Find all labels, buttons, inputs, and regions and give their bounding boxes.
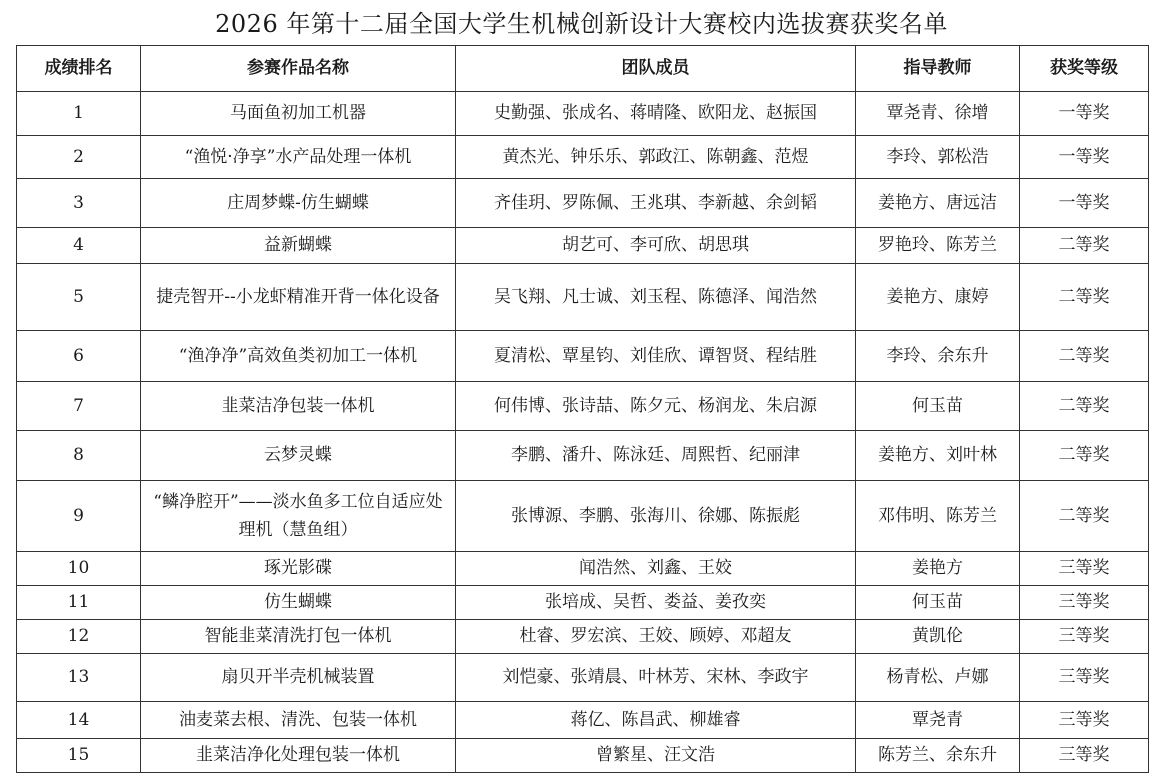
table-row [17, 586, 1149, 620]
teacher-cell: 覃尧青、徐增 [856, 92, 1020, 136]
rank-cell: 9 [17, 481, 141, 552]
header-award: 获奖等级 [1020, 46, 1149, 92]
rank-cell: 2 [17, 136, 141, 179]
rank-cell: 6 [17, 331, 141, 382]
teacher-cell: 覃尧青 [856, 702, 1020, 739]
header-team: 团队成员 [456, 46, 856, 92]
table-row [17, 481, 1149, 552]
award-cell: 二等奖 [1020, 264, 1149, 331]
teacher-cell: 何玉苗 [856, 586, 1020, 620]
table-row [17, 179, 1149, 228]
rank-cell: 11 [17, 586, 141, 620]
title-cell: 捷壳智开--小龙虾精准开背一体化设备 [141, 264, 456, 331]
team-cell: 史勤强、张成名、蒋晴隆、欧阳龙、赵振国 [456, 92, 856, 136]
award-cell: 三等奖 [1020, 702, 1149, 739]
table-row [17, 228, 1149, 264]
table-row [17, 92, 1149, 136]
award-cell: 二等奖 [1020, 382, 1149, 431]
table-row [17, 136, 1149, 179]
award-cell: 一等奖 [1020, 179, 1149, 228]
title-cell: “鳞净腔开”——淡水鱼多工位自适应处理机（慧鱼组） [141, 481, 456, 552]
table-row [17, 431, 1149, 481]
title-cell: “渔净净”高效鱼类初加工一体机 [141, 331, 456, 382]
rank-cell: 1 [17, 92, 141, 136]
header-title: 参赛作品名称 [141, 46, 456, 92]
title-cell: 琢光影碟 [141, 552, 456, 586]
team-cell: 刘恺豪、张靖晨、叶林芳、宋林、李政宇 [456, 654, 856, 702]
teacher-cell: 姜艳方、康婷 [856, 264, 1020, 331]
table-row [17, 702, 1149, 739]
rank-cell: 7 [17, 382, 141, 431]
table-row [17, 620, 1149, 654]
title-cell: 仿生蝴蝶 [141, 586, 456, 620]
table-row [17, 739, 1149, 773]
teacher-cell: 陈芳兰、余东升 [856, 739, 1020, 773]
award-cell: 二等奖 [1020, 331, 1149, 382]
teacher-cell: 黄凯伦 [856, 620, 1020, 654]
team-cell: 何伟博、张诗喆、陈夕元、杨润龙、朱启源 [456, 382, 856, 431]
table-row [17, 331, 1149, 382]
teacher-cell: 邓伟明、陈芳兰 [856, 481, 1020, 552]
page-title: 2026 年第十二届全国大学生机械创新设计大赛校内选拔赛获奖名单 [215, 10, 948, 38]
rank-cell: 13 [17, 654, 141, 702]
team-cell: 齐佳玥、罗陈佩、王兆琪、李新越、余剑韬 [456, 179, 856, 228]
title-cell: 智能韭菜清洗打包一体机 [141, 620, 456, 654]
table-header [17, 46, 1149, 92]
award-cell: 二等奖 [1020, 481, 1149, 552]
table-row [17, 654, 1149, 702]
title-cell: “渔悦·净享”水产品处理一体机 [141, 136, 456, 179]
awards-table [16, 45, 1149, 773]
team-cell: 张培成、吴哲、娄益、姜孜奕 [456, 586, 856, 620]
award-cell: 三等奖 [1020, 654, 1149, 702]
title-cell: 油麦菜去根、清洗、包装一体机 [141, 702, 456, 739]
team-cell: 黄杰光、钟乐乐、郭政江、陈朝鑫、范煜 [456, 136, 856, 179]
team-cell: 杜睿、罗宏滨、王姣、顾婷、邓超友 [456, 620, 856, 654]
award-cell: 二等奖 [1020, 228, 1149, 264]
title-cell: 马面鱼初加工机器 [141, 92, 456, 136]
rank-cell: 8 [17, 431, 141, 481]
teacher-cell: 姜艳方 [856, 552, 1020, 586]
table-body [17, 92, 1149, 773]
rank-cell: 3 [17, 179, 141, 228]
title-cell: 益新蝴蝶 [141, 228, 456, 264]
award-cell: 三等奖 [1020, 739, 1149, 773]
team-cell: 曾繁星、汪文浩 [456, 739, 856, 773]
team-cell: 吴飞翔、凡士诚、刘玉程、陈德泽、闻浩然 [456, 264, 856, 331]
title-cell: 韭菜洁净化处理包装一体机 [141, 739, 456, 773]
title-cell: 云梦灵蝶 [141, 431, 456, 481]
team-cell: 蒋亿、陈昌武、柳雄睿 [456, 702, 856, 739]
award-cell: 一等奖 [1020, 92, 1149, 136]
award-cell: 三等奖 [1020, 552, 1149, 586]
award-cell: 一等奖 [1020, 136, 1149, 179]
award-cell: 二等奖 [1020, 431, 1149, 481]
table-row [17, 264, 1149, 331]
rank-cell: 12 [17, 620, 141, 654]
rank-cell: 10 [17, 552, 141, 586]
team-cell: 闻浩然、刘鑫、王姣 [456, 552, 856, 586]
title-cell: 扇贝开半壳机械装置 [141, 654, 456, 702]
team-cell: 李鹏、潘升、陈泳廷、周熙哲、纪丽津 [456, 431, 856, 481]
award-cell: 三等奖 [1020, 586, 1149, 620]
teacher-cell: 李玲、郭松浩 [856, 136, 1020, 179]
header-rank: 成绩排名 [17, 46, 141, 92]
table-row [17, 552, 1149, 586]
teacher-cell: 罗艳玲、陈芳兰 [856, 228, 1020, 264]
teacher-cell: 杨青松、卢娜 [856, 654, 1020, 702]
team-cell: 夏清松、覃星钧、刘佳欣、谭智贤、程结胜 [456, 331, 856, 382]
table-row [17, 382, 1149, 431]
title-cell: 韭菜洁净包装一体机 [141, 382, 456, 431]
header-teacher: 指导教师 [856, 46, 1020, 92]
rank-cell: 4 [17, 228, 141, 264]
rank-cell: 15 [17, 739, 141, 773]
title-cell: 庄周梦蝶-仿生蝴蝶 [141, 179, 456, 228]
teacher-cell: 姜艳方、唐远洁 [856, 179, 1020, 228]
header-row [17, 46, 1149, 92]
teacher-cell: 李玲、余东升 [856, 331, 1020, 382]
award-cell: 三等奖 [1020, 620, 1149, 654]
teacher-cell: 姜艳方、刘叶林 [856, 431, 1020, 481]
rank-cell: 5 [17, 264, 141, 331]
team-cell: 胡艺可、李可欣、胡思琪 [456, 228, 856, 264]
teacher-cell: 何玉苗 [856, 382, 1020, 431]
team-cell: 张博源、李鹏、张海川、徐娜、陈振彪 [456, 481, 856, 552]
rank-cell: 14 [17, 702, 141, 739]
